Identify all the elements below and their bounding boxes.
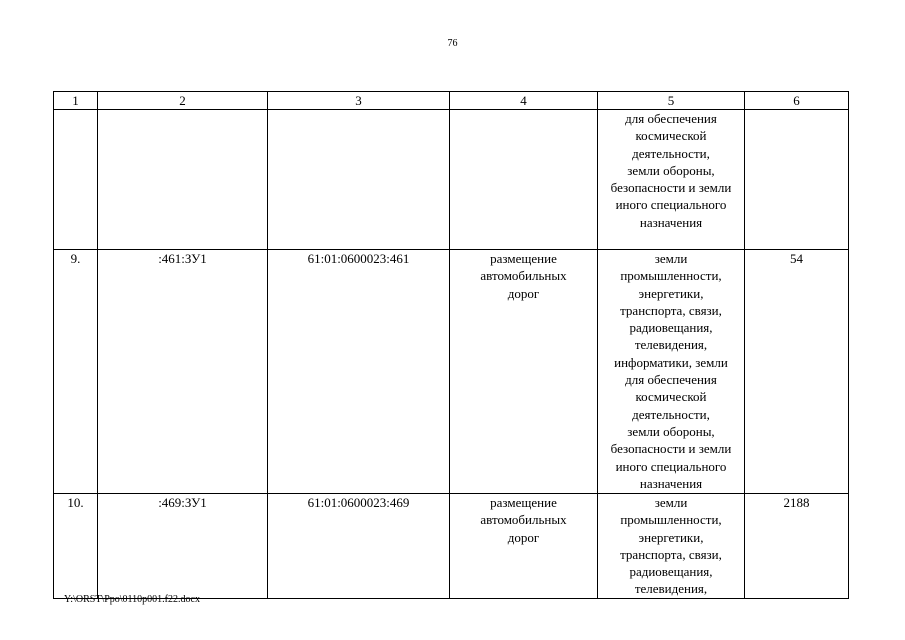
area-cell: 54 (745, 250, 849, 494)
designation-cell: :469:ЗУ1 (98, 494, 268, 599)
column-header-5: 5 (598, 92, 745, 110)
cadastral-number-cell: 61:01:0600023:461 (268, 250, 450, 494)
document-file-path: Y:\ORST\Ppo\0110p001.f22.docx (64, 594, 200, 605)
land-category-cell: для обеспечения космической деятельности, земли обороны, безопасности и земли иного специального назначения (598, 110, 745, 250)
column-header-6: 6 (745, 92, 849, 110)
row-number-cell: 10. (54, 494, 98, 599)
table-row (54, 494, 849, 599)
cadastral-number-cell: 61:01:0600023:469 (268, 494, 450, 599)
land-plots-table (53, 91, 849, 599)
table-row (54, 250, 849, 494)
usage-cell (450, 110, 598, 250)
land-category-cell: земли промышленности, энергетики, транспорта, связи, радиовещания, телевидения, информатики, земли для обеспечения космической деятельности, земли обороны, безопасности и земли иного специального назначения (598, 250, 745, 494)
page-number: 76 (447, 38, 458, 49)
table-row (54, 110, 849, 250)
table-header-row (54, 92, 849, 110)
land-category-cell: земли промышленности, энергетики, транспорта, связи, радиовещания, телевидения, (598, 494, 745, 599)
column-header-1: 1 (54, 92, 98, 110)
row-number-cell: 9. (54, 250, 98, 494)
column-header-4: 4 (450, 92, 598, 110)
designation-cell (98, 110, 268, 250)
designation-cell: :461:ЗУ1 (98, 250, 268, 494)
cadastral-number-cell (268, 110, 450, 250)
column-header-3: 3 (268, 92, 450, 110)
row-number-cell (54, 110, 98, 250)
column-header-2: 2 (98, 92, 268, 110)
usage-cell: размещение автомобильных дорог (450, 250, 598, 494)
area-cell (745, 110, 849, 250)
usage-cell: размещение автомобильных дорог (450, 494, 598, 599)
area-cell: 2188 (745, 494, 849, 599)
